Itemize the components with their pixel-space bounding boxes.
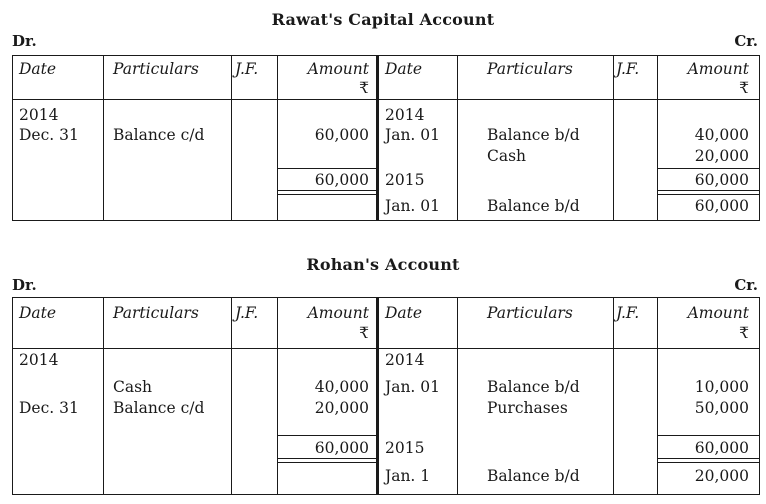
account-title: Rohan's Account — [306, 255, 460, 274]
total-amount: 60,000 — [694, 171, 749, 189]
entry-amount: 40,000 — [314, 378, 369, 396]
header-amount: Amount — [687, 304, 749, 322]
entry-particulars: Cash — [113, 378, 153, 396]
entry-particulars: Balance b/d — [487, 197, 580, 215]
header-jf: J.F. — [235, 60, 259, 78]
entry-date: Jan. 01 — [385, 378, 441, 396]
entry-date: Dec. 31 — [19, 126, 79, 144]
entry-amount: 20,000 — [694, 467, 749, 485]
rupee-icon: ₹ — [739, 79, 749, 97]
ledger-table — [12, 55, 760, 221]
entry-particulars: Balance c/d — [113, 399, 205, 417]
debit-side-label: Dr. — [12, 276, 37, 294]
entry-amount: 60,000 — [694, 197, 749, 215]
entry-year: 2015 — [385, 171, 425, 189]
entry-amount: 50,000 — [694, 399, 749, 417]
debit-side-label: Dr. — [12, 32, 37, 50]
entry-particulars: Purchases — [487, 399, 568, 417]
credit-side-label: Cr. — [734, 276, 758, 294]
entry-year: 2015 — [385, 439, 425, 457]
header-particulars: Particulars — [487, 304, 573, 322]
total-amount: 60,000 — [694, 439, 749, 457]
entry-particulars: Balance b/d — [487, 378, 580, 396]
header-particulars: Particulars — [113, 304, 199, 322]
header-jf: J.F. — [616, 304, 640, 322]
header-jf: J.F. — [616, 60, 640, 78]
entry-particulars: Balance c/d — [113, 126, 205, 144]
header-particulars: Particulars — [487, 60, 573, 78]
header-date: Date — [19, 60, 57, 78]
entry-amount: 60,000 — [314, 126, 369, 144]
account-title: Rawat's Capital Account — [271, 10, 495, 29]
entry-particulars: Balance b/d — [487, 126, 580, 144]
entry-amount: 20,000 — [694, 147, 749, 165]
header-date: Date — [19, 304, 57, 322]
header-date: Date — [385, 60, 423, 78]
header-amount: Amount — [687, 60, 749, 78]
rupee-icon: ₹ — [359, 79, 369, 97]
entry-particulars: Cash — [487, 147, 527, 165]
entry-year: 2014 — [385, 106, 425, 124]
rupee-icon: ₹ — [359, 324, 369, 342]
entry-amount: 10,000 — [694, 378, 749, 396]
total-amount: 60,000 — [314, 171, 369, 189]
entry-amount: 40,000 — [694, 126, 749, 144]
total-amount: 60,000 — [314, 439, 369, 457]
entry-date: Jan. 1 — [385, 467, 431, 485]
entry-date: Jan. 01 — [385, 126, 441, 144]
entry-date: Dec. 31 — [19, 399, 79, 417]
entry-year: 2014 — [19, 351, 59, 369]
ledger-table — [12, 297, 760, 495]
header-particulars: Particulars — [113, 60, 199, 78]
rupee-icon: ₹ — [739, 324, 749, 342]
header-amount: Amount — [307, 304, 369, 322]
entry-date: Jan. 01 — [385, 197, 441, 215]
entry-amount: 20,000 — [314, 399, 369, 417]
entry-year: 2014 — [385, 351, 425, 369]
header-date: Date — [385, 304, 423, 322]
entry-year: 2014 — [19, 106, 59, 124]
entry-particulars: Balance b/d — [487, 467, 580, 485]
credit-side-label: Cr. — [734, 32, 758, 50]
header-jf: J.F. — [235, 304, 259, 322]
header-amount: Amount — [307, 60, 369, 78]
